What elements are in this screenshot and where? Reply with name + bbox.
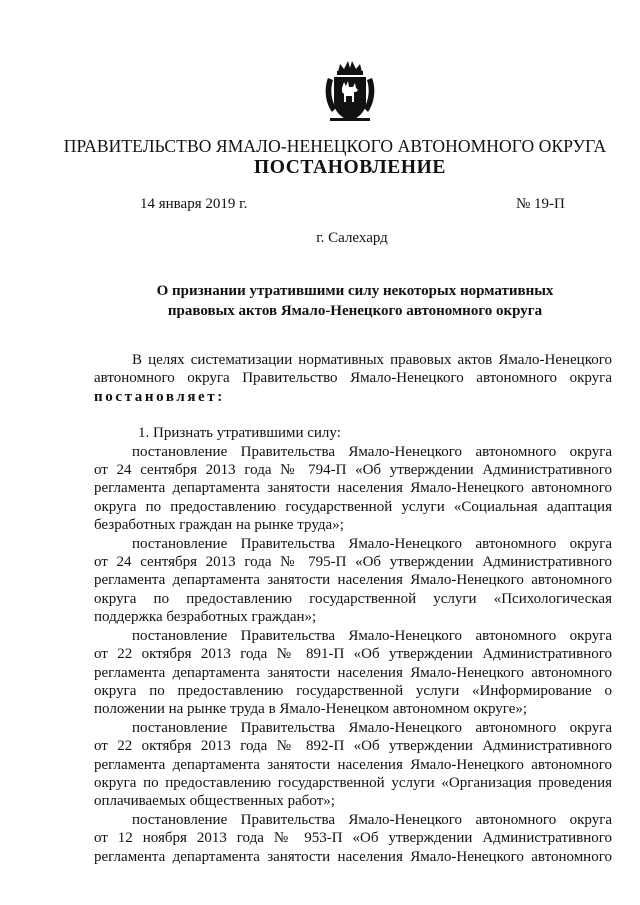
act-line: округа по предоставлению государственной услуги «Социальная адаптация (94, 498, 612, 515)
act-line: округа по предоставлению государственной услуги «Информирование о (94, 682, 612, 699)
document-number: № 19-П (516, 196, 565, 212)
document-type: ПОСТАНОВЛЕНИЕ (253, 157, 447, 178)
act-line: постановление Правительства Ямало-Ненецкого автономного округа (132, 627, 612, 644)
act-line: положении на рынке труда в Ямало-Ненецком автономном округе»; (94, 701, 528, 718)
act-line: округа по предоставлению государственной услуги «Психологическая (94, 590, 612, 607)
preamble-line: В целях систематизации нормативных правовых актов Ямало-Ненецкого (132, 352, 612, 368)
act-line: оплачиваемых общественных работ»; (94, 793, 335, 810)
act-line: от 22 октября 2013 года № 892-П «Об утверждении Административного (94, 738, 612, 755)
subject-line: правовых актов Ямало-Ненецкого автономного округа (167, 303, 543, 319)
act-line: постановление Правительства Ямало-Ненецкого автономного округа (132, 811, 612, 828)
act-line: округа по предоставлению государственной услуги «Организация проведения (94, 774, 612, 791)
subject-line: О признании утратившими силу некоторых нормативных (156, 283, 554, 299)
coat-of-arms-emblem (322, 58, 378, 126)
act-line: от 24 сентября 2013 года № 794-П «Об утверждении Административного (94, 462, 612, 479)
document-subject (120, 281, 590, 321)
preamble-line: автономного округа Правительство Ямало-Ненецкого автономного округа (94, 370, 612, 387)
act-line: безработных граждан на рынке труда»; (94, 517, 344, 534)
document-date: 14 января 2019 г. (140, 196, 248, 212)
act-line: поддержка безработных граждан»; (94, 609, 317, 626)
government-name: ПРАВИТЕЛЬСТВО ЯМАЛО-НЕНЕЦКОГО АВТОНОМНОГО ОКРУГА (63, 136, 607, 156)
act-line: постановление Правительства Ямало-Ненецкого автономного округа (132, 535, 612, 552)
document-city: г. Салехард (316, 230, 388, 246)
act-line: регламента департамента занятости населения Ямало-Ненецкого автономного (94, 756, 612, 773)
act-line: от 24 сентября 2013 года № 795-П «Об утверждении Административного (94, 554, 612, 571)
decree-word: постановляет: (94, 388, 225, 405)
act-line: регламента департамента занятости населения Ямало-Ненецкого автономного (94, 480, 612, 497)
act-line: постановление Правительства Ямало-Ненецкого автономного округа (132, 719, 612, 736)
act-line: регламента департамента занятости населения Ямало-Ненецкого автономного (94, 848, 612, 865)
document-body (94, 351, 612, 866)
item-heading: 1. Признать утратившими силу: (138, 425, 341, 442)
act-line: регламента департамента занятости населения Ямало-Ненецкого автономного (94, 572, 612, 589)
act-line: от 22 октября 2013 года № 891-П «Об утверждении Административного (94, 646, 612, 663)
act-line: регламента департамента занятости населения Ямало-Ненецкого автономного (94, 664, 612, 681)
act-line: постановление Правительства Ямало-Ненецкого автономного округа (132, 443, 612, 460)
act-line: от 12 ноября 2013 года № 953-П «Об утверждении Административного (94, 830, 612, 847)
